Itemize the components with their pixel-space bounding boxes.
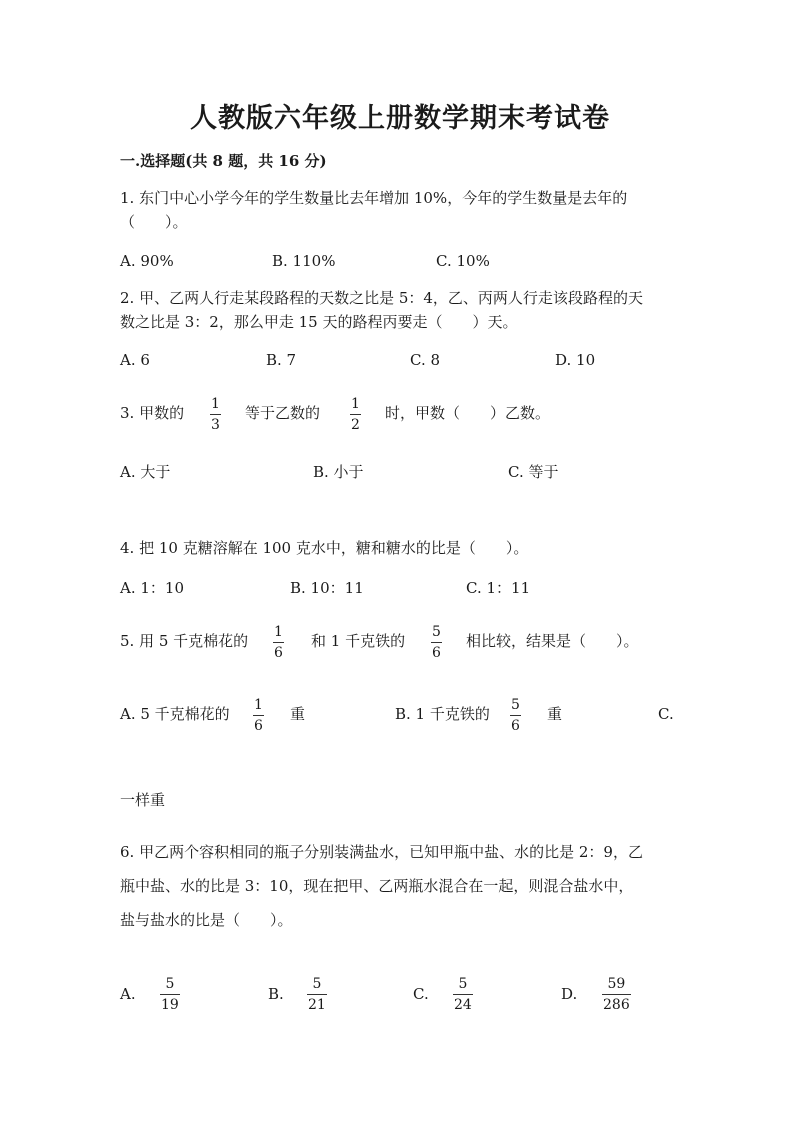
question-6-text: 6. 甲乙两个容积相同的瓶子分别装满盐水，已知甲瓶中盐、水的比是 2：9，乙 xyxy=(120,843,643,861)
question-6-text-cont: 瓶中盐、水的比是 3：10，现在把甲、乙两瓶水混合在一起，则混合盐水中， xyxy=(120,877,634,895)
fraction-numerator: 5 xyxy=(511,697,520,713)
question-3-text-part3: 时，甲数（ ）乙数。 xyxy=(385,404,551,422)
section-heading: 一.选择题(共 8 题，共 16 分) xyxy=(120,152,327,170)
fraction-numerator: 5 xyxy=(165,976,175,992)
fraction-numerator: 5 xyxy=(458,976,468,992)
fraction xyxy=(510,697,521,734)
fraction-numerator: 1 xyxy=(254,697,263,713)
fraction xyxy=(210,396,221,433)
fraction xyxy=(350,396,361,433)
fraction-denominator: 24 xyxy=(454,997,472,1013)
fraction-numerator: 1 xyxy=(274,624,283,640)
question-6-option-b: B. xyxy=(268,985,284,1003)
question-6-option-a: A. xyxy=(120,985,136,1003)
question-1-option-b: B. 110% xyxy=(272,252,336,270)
question-2-text: 2. 甲、乙两人行走某段路程的天数之比是 5：4，乙、丙两人行走该段路程的天 xyxy=(120,289,643,307)
question-1-text: 1. 东门中心小学今年的学生数量比去年增加 10%，今年的学生数量是去年的 xyxy=(120,189,628,207)
question-5-option-b-suffix: 重 xyxy=(547,705,563,723)
fraction-denominator: 6 xyxy=(254,718,263,734)
question-5-text-part2: 和 1 千克铁的 xyxy=(311,632,406,650)
question-4-option-b: B. 10：11 xyxy=(290,579,364,597)
fraction xyxy=(602,976,631,1013)
question-5-text-part1: 5. 用 5 千克棉花的 xyxy=(120,632,249,650)
question-3-option-a: A. 大于 xyxy=(120,463,171,481)
question-2-option-b: B. 7 xyxy=(266,351,297,369)
fraction xyxy=(453,976,473,1013)
fraction xyxy=(307,976,327,1013)
question-3-option-c: C. 等于 xyxy=(508,463,559,481)
question-4-option-c: C. 1：11 xyxy=(466,579,531,597)
question-3-option-b: B. 小于 xyxy=(313,463,364,481)
fraction-denominator: 6 xyxy=(274,645,283,661)
fraction-denominator: 3 xyxy=(211,417,220,433)
question-2-option-a: A. 6 xyxy=(120,351,150,369)
fraction-numerator: 5 xyxy=(432,624,441,640)
question-1-text-cont: （ ）。 xyxy=(120,213,188,231)
question-1-option-a: A. 90% xyxy=(120,252,174,270)
question-6-option-d: D. xyxy=(561,985,578,1003)
question-6-option-c: C. xyxy=(413,985,429,1003)
fraction-numerator: 1 xyxy=(211,396,220,412)
fraction-numerator: 1 xyxy=(351,396,360,412)
question-6-text-cont2: 盐与盐水的比是（ ）。 xyxy=(120,911,293,929)
fraction-denominator: 286 xyxy=(603,997,630,1013)
question-1-option-c: C. 10% xyxy=(436,252,490,270)
page-title: 人教版六年级上册数学期末考试卷 xyxy=(190,103,610,134)
question-5-text-part3: 相比较，结果是（ ）。 xyxy=(466,632,639,650)
fraction xyxy=(253,697,264,734)
fraction-denominator: 21 xyxy=(308,997,326,1013)
question-4-text: 4. 把 10 克糖溶解在 100 克水中，糖和糖水的比是（ ）。 xyxy=(120,539,529,557)
question-2-text-cont: 数之比是 3：2，那么甲走 15 天的路程丙要走（ ）天。 xyxy=(120,313,518,331)
question-5-option-b: B. 1 千克铁的 xyxy=(395,705,490,723)
question-2-option-d: D. 10 xyxy=(555,351,596,369)
question-3-text-part2: 等于乙数的 xyxy=(245,404,321,422)
fraction-denominator: 2 xyxy=(351,417,360,433)
fraction-numerator: 59 xyxy=(607,976,626,992)
fraction xyxy=(160,976,180,1013)
question-5-option-a-suffix: 重 xyxy=(290,705,306,723)
fraction xyxy=(273,624,284,661)
fraction-denominator: 19 xyxy=(161,997,179,1013)
question-3-text-part1: 3. 甲数的 xyxy=(120,404,185,422)
question-5-option-a: A. 5 千克棉花的 xyxy=(120,705,230,723)
fraction xyxy=(431,624,442,661)
question-5-option-c: C. xyxy=(658,705,674,723)
question-5-option-c-text: 一样重 xyxy=(120,791,166,809)
fraction-denominator: 6 xyxy=(432,645,441,661)
question-4-option-a: A. 1：10 xyxy=(120,579,184,597)
fraction-numerator: 5 xyxy=(312,976,322,992)
question-2-option-c: C. 8 xyxy=(410,351,441,369)
fraction-denominator: 6 xyxy=(511,718,520,734)
